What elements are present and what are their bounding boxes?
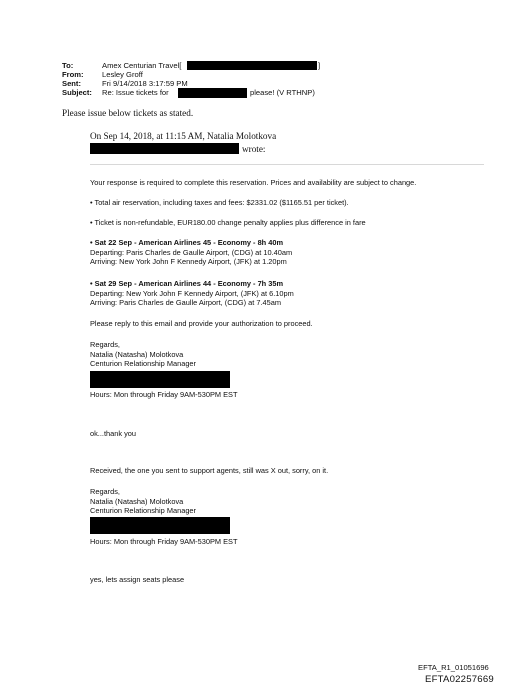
- flight-2-title: • Sat 29 Sep - American Airlines 44 - Economy - 7h 35m: [90, 279, 284, 288]
- redaction-block: [90, 517, 230, 534]
- redaction-block: [90, 143, 239, 154]
- message2-text: Received, the one you sent to support agents, still was X out, sorry, on it.: [90, 466, 329, 475]
- flight-1-title: • Sat 22 Sep - American Airlines 45 - Economy - 8h 40m: [90, 238, 284, 247]
- bullet-ticket: • Ticket is non-refundable, EUR180.00 change penalty applies plus difference in fare: [90, 218, 366, 227]
- flight-1-arrive: Arriving: New York John F Kennedy Airport, (JFK) at 1.20pm: [90, 257, 287, 266]
- from-value: Lesley Groff: [102, 70, 143, 79]
- signature-name: Natalia (Natasha) Molotkova: [90, 350, 184, 359]
- sent-value: Fri 9/14/2018 3:17:59 PM: [102, 79, 188, 88]
- signature-hours: Hours: Mon through Friday 9AM-530PM EST: [90, 390, 238, 399]
- signature2-hours: Hours: Mon through Friday 9AM-530PM EST: [90, 537, 238, 546]
- subject-label: Subject:: [62, 88, 92, 97]
- signature-regards: Regards,: [90, 340, 120, 349]
- from-label: From:: [62, 70, 84, 79]
- reply-request: Please reply to this email and provide your authorization to proceed.: [90, 319, 313, 328]
- redaction-block: [187, 61, 317, 70]
- footer-ref-2: EFTA02257669: [425, 674, 494, 685]
- reply-seats: yes, lets assign seats please: [90, 575, 185, 584]
- signature2-regards: Regards,: [90, 487, 120, 496]
- signature2-role: Centurion Relationship Manager: [90, 506, 196, 515]
- to-label: To:: [62, 61, 74, 70]
- quote-header-line1: On Sep 14, 2018, at 11:15 AM, Natalia Molotkova: [90, 131, 277, 141]
- reply-ok: ok...thank you: [90, 429, 137, 438]
- footer-ref-1: EFTA_R1_01051696: [418, 663, 489, 672]
- to-suffix: ]: [318, 61, 321, 70]
- sent-label: Sent:: [62, 79, 81, 88]
- quote-header-line2: wrote:: [242, 144, 266, 154]
- divider: [90, 164, 484, 165]
- subject-value: Re: Issue tickets for: [102, 88, 169, 97]
- signature-role: Centurion Relationship Manager: [90, 359, 196, 368]
- to-value: [102, 61, 321, 70]
- bullet-total: • Total air reservation, including taxes and fees: $2331.02 ($1165.51 per ticket).: [90, 198, 349, 207]
- flight-2-depart: Departing: New York John F Kennedy Airport, (JFK) at 6.10pm: [90, 289, 294, 298]
- flight-2-arrive: Arriving: Paris Charles de Gaulle Airport, (CDG) at 7.45am: [90, 298, 281, 307]
- subject-suffix: please! (V RTHNP): [250, 88, 315, 97]
- flight-1-depart: Departing: Paris Charles de Gaulle Airport, (CDG) at 10.40am: [90, 248, 293, 257]
- signature2-name: Natalia (Natasha) Molotkova: [90, 497, 184, 506]
- redaction-block: [178, 88, 247, 98]
- intro-text: Please issue below tickets as stated.: [62, 108, 194, 118]
- to-recipient: Amex Centurian Travel[: [102, 61, 182, 70]
- notice-text: Your response is required to complete this reservation. Prices and availability are subject to change.: [90, 178, 417, 187]
- redaction-block: [90, 371, 230, 388]
